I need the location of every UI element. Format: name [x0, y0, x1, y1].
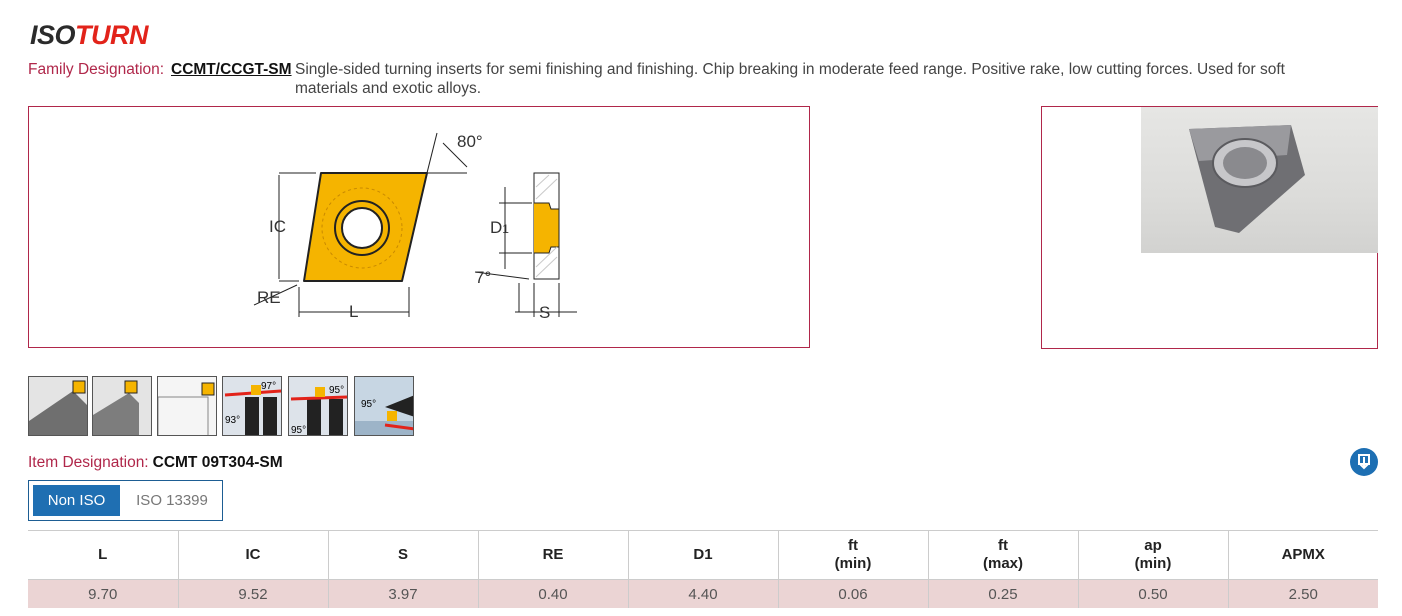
non-iso-button[interactable]: Non ISO	[33, 485, 120, 516]
cell-d1: 4.40	[628, 580, 778, 609]
re-label: RE	[257, 288, 281, 307]
cell-ap-min: 0.50	[1078, 580, 1228, 609]
table-header-row	[28, 531, 1378, 580]
svg-text:95°: 95°	[361, 399, 377, 410]
s-label: S	[539, 303, 551, 322]
col-l-header: L	[28, 531, 178, 580]
col-s-header: S	[328, 531, 478, 580]
download-button[interactable]	[1350, 448, 1378, 476]
l-label: L	[349, 302, 359, 321]
cell-ft-min: 0.06	[778, 580, 928, 609]
product-photo-frame	[1041, 106, 1378, 349]
iso-13399-button[interactable]: ISO 13399	[136, 492, 208, 509]
col-d1-header: D1	[628, 531, 778, 580]
svg-text:93°: 93°	[225, 415, 241, 426]
isoturn-logo: ISOTURN	[30, 20, 149, 50]
thumbnail-1[interactable]	[28, 376, 88, 436]
insert-top-view	[304, 173, 427, 281]
download-icon	[1350, 448, 1378, 476]
cell-ft-max: 0.25	[928, 580, 1078, 609]
cell-ic: 9.52	[178, 580, 328, 609]
col-ft-min-header: ft (min)	[778, 531, 928, 580]
thumbnail-approach-95-95[interactable]	[288, 376, 348, 436]
col-ap-min-header: ap (min)	[1078, 531, 1228, 580]
cell-l: 9.70	[28, 580, 178, 609]
ic-label: IC	[269, 217, 286, 236]
angle-80-label: 80°	[457, 132, 483, 151]
thumbnail-3[interactable]	[157, 376, 217, 436]
clearance-angle-label: 7°	[475, 268, 492, 287]
specifications-table	[28, 530, 1378, 608]
thumbnail-2[interactable]	[92, 376, 152, 436]
technical-drawing	[28, 106, 810, 348]
item-designation	[28, 454, 283, 472]
family-description: Single-sided turning inserts for semi finishing and finishing. Chip breaking in moderate feed range. Positive rake, low cutting forces. Used for soft materials and exotic alloys.	[295, 61, 1285, 97]
col-re-header: RE	[478, 531, 628, 580]
col-ic-header: IC	[178, 531, 328, 580]
thumbnail-approach-95-internal[interactable]	[354, 376, 414, 436]
svg-text:95°: 95°	[329, 385, 345, 396]
d1-label: D1	[490, 218, 509, 237]
cell-re: 0.40	[478, 580, 628, 609]
insert-photo	[1141, 107, 1378, 253]
family-label: Family Designation:	[28, 61, 165, 78]
iso-standard-toggle	[28, 480, 223, 521]
col-apmx-header: APMX	[1228, 531, 1378, 580]
thumbnail-approach-97-93[interactable]	[222, 376, 282, 436]
table-row	[28, 580, 1378, 609]
cell-apmx: 2.50	[1228, 580, 1378, 609]
cell-s: 3.97	[328, 580, 478, 609]
svg-text:95°: 95°	[291, 425, 307, 436]
col-ft-max-header: ft (max)	[928, 531, 1078, 580]
family-code-link[interactable]: CCMT/CCGT-SM	[171, 61, 292, 78]
item-designation-value: CCMT 09T304-SM	[152, 454, 283, 471]
svg-text:97°: 97°	[261, 381, 277, 392]
item-designation-label: Item Designation:	[28, 454, 149, 471]
